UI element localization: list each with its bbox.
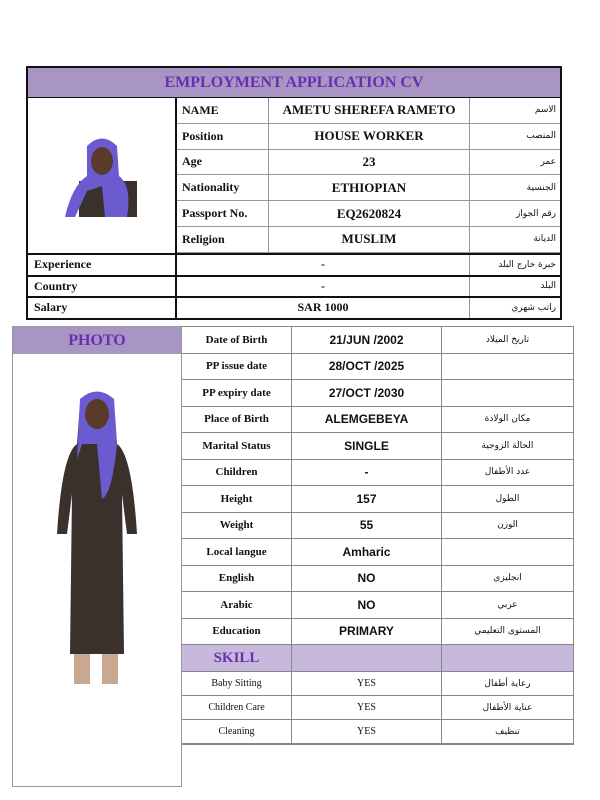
field-label: Date of Birth [182,327,292,353]
skill-label-arabic: تنظيف [495,726,520,737]
skill-value: YES [292,696,442,719]
field-value: SINGLE [292,433,442,459]
skill-header-row [182,645,573,672]
field-label: Marital Status [182,433,292,459]
info-row [28,275,560,297]
skill-value: YES [292,720,442,743]
detail-row [182,407,573,434]
detail-row [182,380,573,407]
field-value: 157 [292,486,442,512]
field-label: Age [177,150,269,175]
skill-header-blank [292,645,442,671]
field-value: Amharic [292,539,442,565]
page-title: EMPLOYMENT APPLICATION CV [28,68,560,98]
field-value: - [177,255,470,275]
field-label-arabic [442,380,573,406]
field-value: 23 [269,150,470,175]
field-value: - [292,460,442,486]
info-row [177,175,560,201]
field-label: Height [182,486,292,512]
field-label: Weight [182,513,292,539]
field-label-arabic: عمر [540,156,556,167]
field-value: MUSLIM [269,227,470,252]
field-label: PP expiry date [182,380,292,406]
field-value: 21/JUN /2002 [292,327,442,353]
field-label-arabic [442,354,573,380]
field-value: PRIMARY [292,619,442,645]
info-row [28,296,560,318]
field-value: HOUSE WORKER [269,124,470,149]
field-label: PP issue date [182,354,292,380]
field-label-arabic: راتب شهري [511,302,556,313]
field-label-arabic: تاريخ الميلاد [485,334,530,345]
field-value: SAR 1000 [177,298,470,318]
field-value: AMETU SHEREFA RAMETO [269,98,470,123]
detail-row [182,539,573,566]
field-label: Nationality [177,175,269,200]
field-label: Salary [28,298,177,318]
full-photo-panel [12,326,182,787]
field-label: English [182,566,292,592]
skill-label-arabic: رعاية أطفال [484,678,531,689]
info-row [28,253,560,275]
field-label-arabic: الحالة الزوجية [481,440,534,451]
detail-row [182,460,573,487]
field-label-arabic: مكان الولادة [484,414,531,425]
detail-row [182,592,573,619]
detail-row [182,513,573,540]
field-label: Education [182,619,292,645]
skill-header-blank [442,645,573,671]
field-label: NAME [177,98,269,123]
field-value: ETHIOPIAN [269,175,470,200]
field-label-arabic: خبرة خارج البلد [498,259,556,270]
cv-header-table [26,66,562,320]
field-value: - [177,277,470,297]
field-label-arabic: الاسم [534,105,556,116]
field-label: Arabic [182,592,292,618]
field-label-arabic: الوزن [497,520,518,531]
detail-row [182,327,573,354]
field-label: Children [182,460,292,486]
detail-row [182,566,573,593]
skill-row [182,720,573,744]
skill-header: SKILL [182,645,292,671]
field-label: Experience [28,255,177,275]
skill-row [182,672,573,696]
skill-label-arabic: عناية الأطفال [482,702,533,713]
field-label-arabic: الديانة [533,234,556,245]
field-label: Position [177,124,269,149]
skill-label: Children Care [182,696,292,719]
field-label-arabic: الجنسية [526,182,556,193]
field-value: 55 [292,513,442,539]
skill-value: YES [292,672,442,695]
skill-label: Baby Sitting [182,672,292,695]
field-label: Place of Birth [182,407,292,433]
field-label-arabic [442,539,573,565]
field-label-arabic: انجليزي [493,573,522,584]
field-value: 27/OCT /2030 [292,380,442,406]
detail-row [182,486,573,513]
field-value: NO [292,566,442,592]
field-label-arabic: عدد الأطفال [484,467,531,478]
field-label-arabic: البلد [540,281,556,292]
info-row [177,98,560,124]
field-label: Passport No. [177,201,269,226]
portrait-photo [28,98,177,253]
info-row [177,150,560,176]
field-label: Local langue [182,539,292,565]
info-row [177,201,560,227]
field-label: Country [28,277,177,297]
field-value: ALEMGEBEYA [292,407,442,433]
skill-label: Cleaning [182,720,292,743]
field-label: Religion [177,227,269,252]
field-value: 28/OCT /2025 [292,354,442,380]
field-label-arabic: رقم الجواز [515,208,556,219]
photo-header: PHOTO [13,327,181,354]
field-value: EQ2620824 [269,201,470,226]
field-label-arabic: المستوى التعليمي [474,626,541,637]
detail-row [182,619,573,646]
skill-row [182,696,573,720]
info-row [177,124,560,150]
info-row [177,227,560,253]
full-body-photo [13,354,181,704]
detail-row [182,354,573,381]
field-label-arabic: المنصب [526,131,556,142]
field-label-arabic: الطول [495,493,520,504]
field-label-arabic: عربي [497,599,518,610]
details-table [182,326,574,745]
field-value: NO [292,592,442,618]
detail-row [182,433,573,460]
